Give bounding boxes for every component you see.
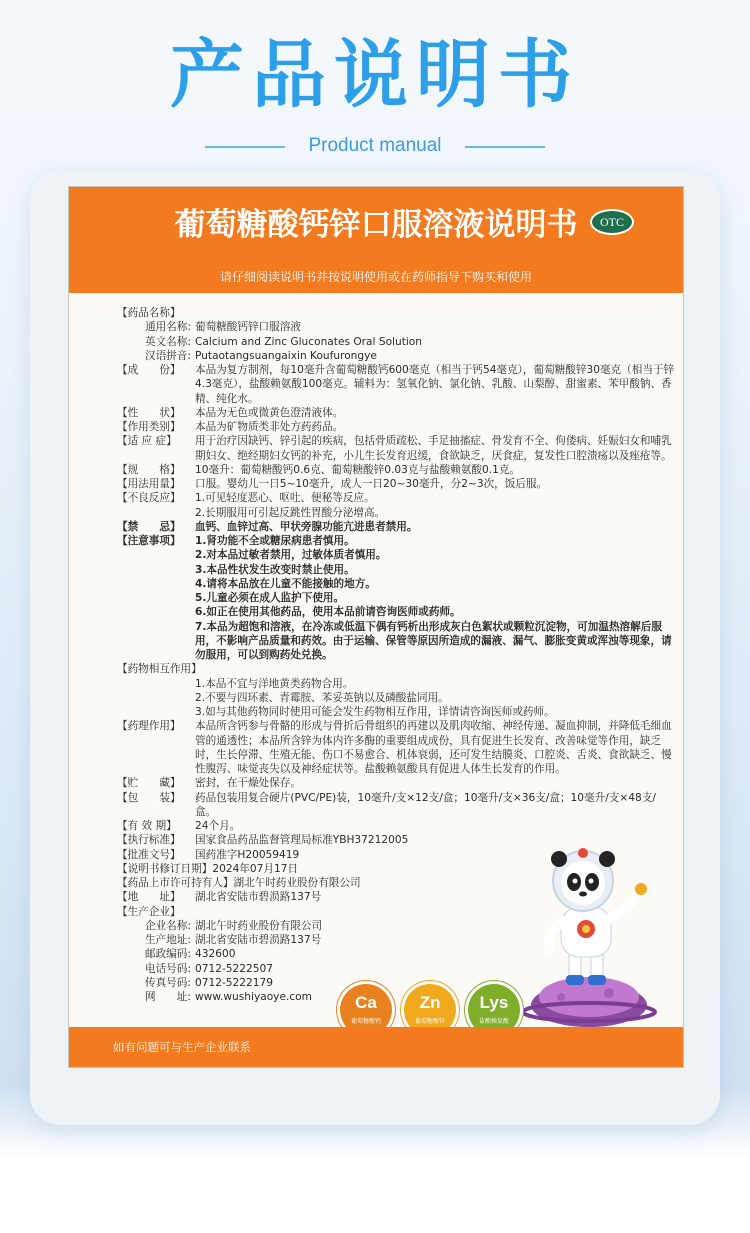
row-label bbox=[117, 705, 195, 719]
row-text: 2.不要与四环素、青霉胺、苯妥英钠以及磷酸盐同用。 bbox=[195, 691, 449, 704]
leaflet-row bbox=[117, 477, 677, 491]
row-text: 葡萄糖酸钙锌口服溶液 bbox=[195, 321, 301, 334]
row-label bbox=[117, 591, 195, 605]
row-label: 【说明书修订日期】 bbox=[117, 862, 213, 875]
row-label: 【用法用量】 bbox=[117, 478, 181, 490]
row-text: 国药准字H20059419 bbox=[195, 848, 300, 861]
row-label: 传真号码: bbox=[145, 976, 191, 989]
row-label: 【药物相互作用】 bbox=[117, 663, 202, 676]
row-label bbox=[117, 691, 195, 705]
row-text: 2.对本品过敏者禁用，过敏体质者慎用。 bbox=[195, 549, 387, 562]
row-label: 企业名称: bbox=[145, 919, 191, 932]
row-label: 【药品名称】 bbox=[117, 307, 181, 319]
row-label: 【性 状】 bbox=[117, 406, 181, 419]
row-text: 湖北午时药业股份有限公司 bbox=[195, 919, 323, 932]
row-text: 本品为复方制剂，每10毫升含葡萄糖酸钙600毫克（相当于钙54毫克），葡萄糖酸锌30毫克（相当于锌4.3毫克），盐酸赖氨酸100毫克。辅料为：氢氧化钠、氯化钠、乳酸、山梨醇、甜蜜素、苯甲酸钠、香精、纯化水。 bbox=[195, 364, 675, 405]
row-text: 4.请将本品放在儿童不能接触的地方。 bbox=[195, 577, 376, 590]
row-text: 密封，在干燥处保存。 bbox=[195, 777, 301, 790]
row-label bbox=[117, 620, 195, 663]
row-text: 湖北省安陆市碧涢路137号 bbox=[195, 934, 322, 946]
row-text: 7.本品为超饱和溶液，在冷冻或低温下偶有钙析出形成灰白色絮状或颗粒沉淀物，可加温热溶解后服用，不影响产品质量和药效。由于运输、保管等原因所造成的漏液、漏气、膨胀变黄或浑浊等现象，请勿服用，可以到购药处兑换。 bbox=[195, 620, 672, 661]
row-text: 2.长期服用可引起反跳性胃酸分泌增高。 bbox=[195, 506, 386, 519]
leaflet-header bbox=[69, 187, 683, 293]
row-label: 【药理作用】 bbox=[117, 720, 181, 733]
row-text bbox=[202, 662, 677, 676]
row-label: 【不良反应】 bbox=[117, 492, 181, 505]
row-text: 10毫升：葡萄糖酸钙0.6克、葡萄糖酸锌0.03克与盐酸赖氨酸0.1克。 bbox=[195, 463, 521, 476]
leaflet-row bbox=[117, 349, 677, 363]
row-label: 【地 址】 bbox=[117, 891, 181, 904]
leaflet-row bbox=[117, 605, 677, 619]
badge-zinc-symbol: Zn bbox=[419, 993, 441, 1012]
row-label: 【批准文号】 bbox=[117, 848, 181, 861]
row-text: 0712-5222179 bbox=[195, 976, 273, 989]
leaflet-notice: 请仔细阅读说明书并按说明使用或在药师指导下购买和使用 bbox=[219, 270, 532, 284]
leaflet-row bbox=[117, 776, 677, 790]
row-text: 3.本品性状发生改变时禁止使用。 bbox=[195, 563, 355, 576]
row-label: 网 址: bbox=[145, 991, 191, 1003]
row-text: 24个月。 bbox=[195, 820, 241, 832]
row-label: 【禁 忌】 bbox=[117, 520, 181, 533]
leaflet-row bbox=[117, 463, 677, 477]
subtitle-rule-right bbox=[465, 146, 545, 148]
row-label bbox=[117, 548, 195, 562]
row-text: 1.本品不宜与洋地黄类药物合用。 bbox=[195, 677, 354, 690]
leaflet-row bbox=[117, 363, 677, 406]
row-label bbox=[117, 605, 195, 619]
row-text: 药品包装用复合硬片(PVC/PE)装，10毫升/支×12支/盒；10毫升/支×36支/盒；10毫升/支×48支/盒。 bbox=[195, 791, 656, 818]
row-text: www.wushiyaoye.com bbox=[195, 991, 312, 1003]
row-label: 邮政编码: bbox=[145, 948, 191, 961]
row-text: 5.儿童必须在成人监护下使用。 bbox=[195, 592, 345, 604]
row-text: 2024年07月17日 bbox=[212, 862, 299, 875]
otc-badge: OTC bbox=[590, 209, 634, 235]
leaflet-row bbox=[117, 506, 677, 520]
leaflet-row bbox=[117, 306, 677, 320]
leaflet-row bbox=[117, 548, 677, 562]
panda-astronaut-mascot bbox=[521, 847, 671, 1032]
row-text: 本品所含钙参与骨骼的形成与骨折后骨组织的再建以及肌肉收缩、神经传递、凝血抑制，并降低毛细血管的通透性；本品所含锌为体内许多酶的重要组成成份，具有促进生长发育、改善味觉等作用，缺乏时，生长停滞、生殖无能、伤口不易愈合、机体衰弱，还可发生结膜炎、口腔炎、舌炎、食欲缺乏、慢性腹泻、味觉丧失以及神经症状等。盐酸赖氨酸具有促进人体生长发育的作用。 bbox=[195, 720, 672, 775]
leaflet-row bbox=[117, 577, 677, 591]
row-label: 生产地址: bbox=[145, 934, 191, 946]
row-text: 1.可见轻度恶心、呕吐、便秘等反应。 bbox=[195, 492, 375, 505]
leaflet-row bbox=[117, 791, 677, 820]
row-text: 6.如正在使用其他药品，使用本品前请咨询医师或药师。 bbox=[195, 606, 461, 619]
leaflet-row bbox=[117, 520, 677, 534]
row-label bbox=[117, 563, 195, 577]
leaflet-row bbox=[117, 662, 677, 676]
leaflet-row bbox=[117, 677, 677, 691]
row-label: 【执行标准】 bbox=[117, 834, 181, 847]
leaflet-footer bbox=[69, 1027, 683, 1067]
row-text: 湖北省安陆市碧涢路137号 bbox=[195, 891, 322, 904]
subtitle-row bbox=[0, 133, 750, 159]
leaflet-row bbox=[117, 534, 677, 548]
badge-calcium-symbol: Ca bbox=[355, 993, 377, 1012]
badge-zinc-caption: 葡萄糖酸锌 bbox=[414, 1018, 445, 1025]
row-label: 【有 效 期】 bbox=[117, 820, 177, 832]
leaflet-row bbox=[117, 491, 677, 505]
leaflet-row bbox=[117, 705, 677, 719]
row-label: 【贮 藏】 bbox=[117, 777, 181, 790]
leaflet-row bbox=[117, 819, 677, 833]
row-label bbox=[117, 677, 195, 691]
row-label: 【包 装】 bbox=[117, 791, 181, 804]
row-text: 432600 bbox=[195, 948, 236, 961]
row-label: 电话号码: bbox=[145, 962, 191, 975]
row-label: 【注意事项】 bbox=[117, 535, 181, 547]
row-label: 【生产企业】 bbox=[117, 905, 181, 918]
row-label: 【适 应 症】 bbox=[117, 435, 177, 448]
row-text: 3.如与其他药物同时使用可能会发生药物相互作用，详情请咨询医师或药师。 bbox=[195, 706, 555, 718]
row-label: 通用名称: bbox=[145, 321, 191, 334]
row-label: 【作用类别】 bbox=[117, 421, 181, 433]
row-label: 汉语拼音: bbox=[145, 349, 191, 362]
leaflet-row bbox=[117, 420, 677, 434]
row-text: 湖北午时药业股份有限公司 bbox=[233, 877, 361, 889]
row-label: 【药品上市许可持有人】 bbox=[117, 877, 234, 889]
row-text: 本品为无色或微黄色澄清液体。 bbox=[195, 406, 344, 419]
leaflet-row bbox=[117, 691, 677, 705]
row-text: 口服。婴幼儿一日5~10毫升，成人一日20~30毫升，分2~3次，饭后服。 bbox=[195, 478, 548, 490]
page-title: 产品说明书 bbox=[170, 32, 580, 118]
badge-lysine-symbol: Lys bbox=[479, 993, 509, 1012]
row-text bbox=[181, 306, 677, 320]
footer-contact-note: 如有问题可与生产企业联系 bbox=[113, 1040, 251, 1054]
page-subtitle: Product manual bbox=[308, 135, 442, 156]
row-text: 0712-5222507 bbox=[195, 962, 273, 975]
leaflet-row bbox=[117, 563, 677, 577]
row-text: 1.肾功能不全或糖尿病患者慎用。 bbox=[195, 535, 355, 547]
row-text: 本品为矿物质类非处方药药品。 bbox=[195, 421, 344, 433]
leaflet-title: 葡萄糖酸钙锌口服溶液说明书 bbox=[174, 207, 578, 243]
leaflet-row bbox=[117, 591, 677, 605]
row-text: 用于治疗因缺钙、锌引起的疾病，包括骨质疏松、手足抽搐症、骨发育不全、佝偻病、妊娠妇女和哺乳期妇女、绝经期妇女钙的补充，小儿生长发育迟缓，食欲缺乏，厌食症，复发性口腔溃疡以及痤疮等。 bbox=[195, 435, 672, 462]
drug-leaflet bbox=[68, 186, 684, 1068]
badge-calcium-caption: 葡萄糖酸钙 bbox=[350, 1018, 381, 1025]
row-label: 【规 格】 bbox=[117, 463, 181, 476]
leaflet-row bbox=[117, 434, 677, 463]
row-label: 【成 份】 bbox=[117, 364, 181, 376]
row-text: 血钙、血锌过高、甲状旁腺功能亢进患者禁用。 bbox=[195, 520, 418, 533]
row-text: 国家食品药品监督管理局标准YBH37212005 bbox=[195, 834, 409, 847]
row-label bbox=[117, 506, 195, 520]
leaflet-row bbox=[117, 406, 677, 420]
leaflet-row bbox=[117, 320, 677, 334]
row-text: Calcium and Zinc Gluconates Oral Solution bbox=[195, 335, 422, 348]
leaflet-row bbox=[117, 335, 677, 349]
row-label bbox=[117, 577, 195, 591]
row-label: 英文名称: bbox=[145, 335, 191, 348]
leaflet-row bbox=[117, 833, 677, 847]
leaflet-row bbox=[117, 620, 677, 663]
row-text: Putaotangsuangaixin Koufurongye bbox=[195, 349, 377, 362]
leaflet-row bbox=[117, 719, 677, 776]
badge-lysine-caption: 盐酸赖氨酸 bbox=[478, 1018, 509, 1025]
